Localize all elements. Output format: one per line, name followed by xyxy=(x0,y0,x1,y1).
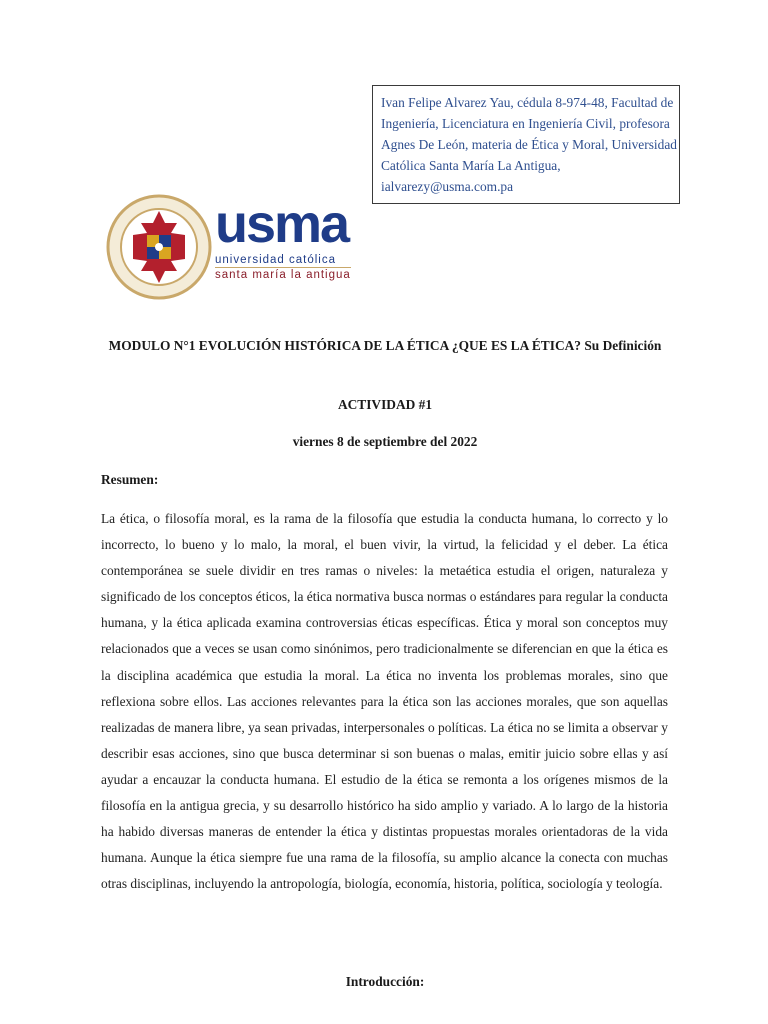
introduction-label: Introducción: xyxy=(345,974,425,989)
summary-paragraph: La ética, o filosofía moral, es la rama de la filosofía que estudia la conducta humana, lo correcto y lo incorrecto, lo bueno y lo malo, la moral, el buen vivir, la virtud, la felicidad y el deber. La ética contemporánea se suele dividir en tres ramas o niveles: la metaética estudia el origen, naturaleza y significado de los conceptos éticos, la ética normativa busca normas o estándares para regular la conducta humana, y la ética aplicada examina controversias éticas específicas. Ética y moral son conceptos muy relacionados que a veces se usan como sinónimos, pero tradicionalmente se diferencian en que la ética es la disciplina académica que estudia la moral. La ética no inventa los problemas morales, sino que reflexiona sobre ellos. Las acciones relevantes para la ética son las acciones morales, que son aquellas realizadas de manera libre, ya sean privadas, interpersonales o políticas. La ética no se limita a observar y describir esas acciones, sino que busca determinar si son buenas o malas, emitir juicio sobre ellas y así ayudar a encauzar la conducta humana. El estudio de la ética se remonta a los orígenes mismos de la filosofía en la antigua grecia, y su desarrollo histórico ha sido amplio y variado. A lo largo de la historia ha habido diversas maneras de entender la ética y distintas propuestas morales orientadoras de la vida humana. Aunque la ética siempre fue una rama de la filosofía, su amplio alcance la conecta con muchas otras disciplinas, incluyendo la antropología, biología, economía, historia, política, sociología y teología. xyxy=(101,511,668,892)
document-title: MODULO N°1 EVOLUCIÓN HISTÓRICA DE LA ÉTICA ¿QUE ES LA ÉTICA? Su Definición xyxy=(108,338,662,353)
logo-wordmark: usma xyxy=(215,194,349,254)
university-seal-icon xyxy=(105,193,213,301)
activity-heading: ACTIVIDAD #1 xyxy=(337,397,433,412)
author-info-text: Ivan Felipe Alvarez Yau, cédula 8-974-48, Facultad de Ingeniería, Licenciatura en Ingeniería Civil, profesora Agnes De León, materia de Ética y Moral, Universidad Católica Santa María La Antigua, ialvarezy@usma.com.pa xyxy=(381,95,677,194)
university-logo xyxy=(105,193,365,301)
logo-subtitle-1: universidad católica xyxy=(215,254,337,266)
summary-label: Resumen: xyxy=(101,472,159,487)
logo-subtitle-2: santa maría la antigua xyxy=(215,269,351,281)
date-heading: viernes 8 de septiembre del 2022 xyxy=(292,434,478,449)
author-info-box xyxy=(372,85,680,204)
